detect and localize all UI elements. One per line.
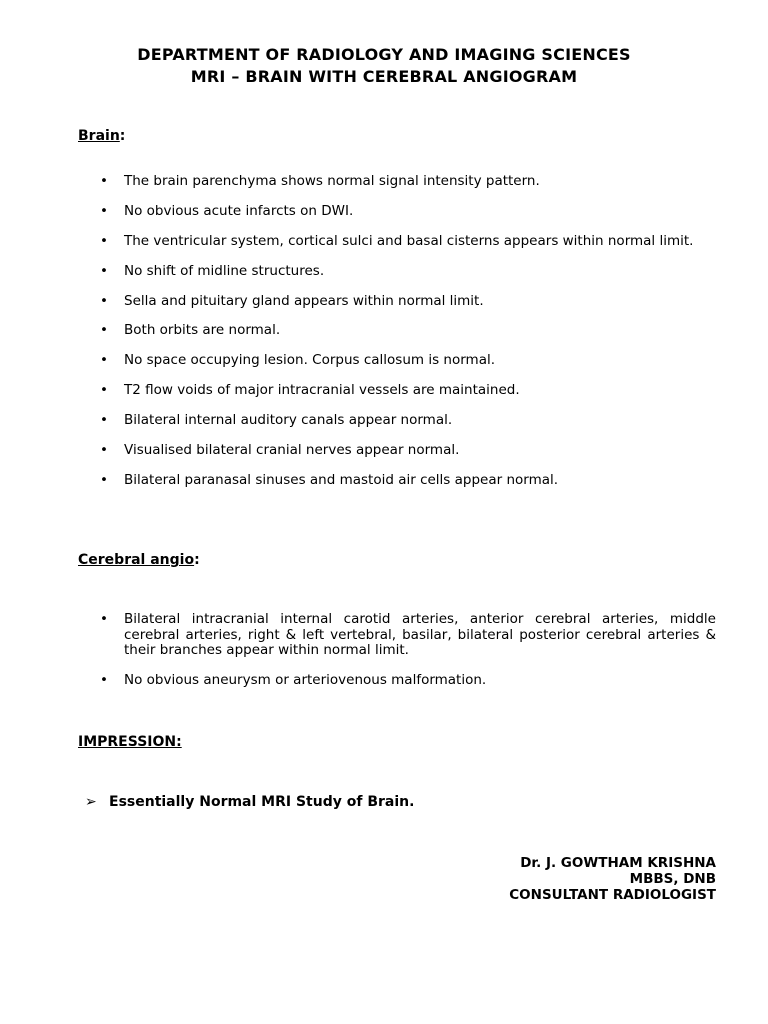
impression-text: Essentially Normal MRI Study of Brain. bbox=[109, 794, 415, 810]
finding-text: Both orbits are normal. bbox=[124, 322, 281, 339]
list-item bbox=[78, 264, 716, 280]
list-item bbox=[78, 234, 716, 250]
list-item bbox=[78, 353, 716, 369]
bullet-icon: • bbox=[100, 202, 108, 219]
cerebral-angio-heading-colon: : bbox=[194, 552, 200, 568]
finding-text: Bilateral intracranial internal carotid arteries, anterior cerebral arteries, middle cerebral arteries, right & left vertebral, basilar, bilateral posterior cerebral arteries & their branches appear within normal limit. bbox=[124, 611, 716, 658]
arrow-bullet-icon: ➢ bbox=[85, 794, 97, 810]
list-item bbox=[78, 323, 716, 339]
bullet-icon: • bbox=[100, 262, 108, 279]
finding-text: No obvious acute infarcts on DWI. bbox=[124, 202, 354, 219]
finding-text: No space occupying lesion. Corpus callosum is normal. bbox=[124, 352, 496, 369]
list-item bbox=[78, 673, 716, 689]
angio-findings-list bbox=[78, 612, 716, 703]
bullet-icon: • bbox=[100, 382, 108, 399]
impression-heading bbox=[78, 733, 182, 751]
finding-text: Bilateral paranasal sinuses and mastoid air cells appear normal. bbox=[124, 471, 559, 488]
cerebral-angio-heading-label: Cerebral angio bbox=[78, 552, 195, 568]
finding-text: The brain parenchyma shows normal signal intensity pattern. bbox=[124, 173, 540, 189]
finding-text: No obvious aneurysm or arteriovenous malformation. bbox=[124, 671, 487, 688]
bullet-icon: • bbox=[100, 352, 108, 369]
bullet-icon: • bbox=[100, 671, 108, 688]
list-item bbox=[78, 413, 716, 429]
impression-heading-label: IMPRESSION: bbox=[78, 734, 182, 750]
impression-statement bbox=[85, 793, 414, 811]
finding-text: Visualised bilateral cranial nerves appear normal. bbox=[124, 442, 460, 459]
list-item bbox=[78, 612, 716, 659]
list-item bbox=[78, 383, 716, 399]
list-item bbox=[78, 473, 716, 489]
brain-findings-list bbox=[78, 174, 716, 503]
signature-block bbox=[509, 855, 716, 903]
bullet-icon: • bbox=[100, 611, 108, 627]
list-item bbox=[78, 443, 716, 459]
brain-heading bbox=[78, 127, 125, 145]
doctor-designation: CONSULTANT RADIOLOGIST bbox=[509, 887, 716, 903]
doctor-name: Dr. J. GOWTHAM KRISHNA bbox=[520, 855, 716, 871]
doctor-qualification: MBBS, DNB bbox=[629, 871, 716, 887]
bullet-icon: • bbox=[100, 442, 108, 459]
finding-text: Bilateral internal auditory canals appear normal. bbox=[124, 412, 453, 429]
brain-heading-colon: : bbox=[119, 128, 126, 144]
report-title: MRI – BRAIN WITH CEREBRAL ANGIOGRAM bbox=[190, 67, 578, 86]
cerebral-angio-heading bbox=[78, 551, 200, 569]
list-item bbox=[78, 174, 716, 190]
list-item bbox=[78, 294, 716, 310]
list-item bbox=[78, 204, 716, 220]
brain-heading-label: Brain bbox=[78, 128, 120, 144]
bullet-icon: • bbox=[100, 173, 108, 189]
bullet-icon: • bbox=[100, 292, 108, 309]
department-title: DEPARTMENT OF RADIOLOGY AND IMAGING SCIENCES bbox=[137, 45, 631, 64]
finding-text: The ventricular system, cortical sulci and basal cisterns appears within normal limit. bbox=[124, 232, 694, 249]
bullet-icon: • bbox=[100, 322, 108, 339]
finding-text: No shift of midline structures. bbox=[124, 262, 325, 279]
bullet-icon: • bbox=[100, 412, 108, 429]
bullet-icon: • bbox=[100, 471, 108, 488]
finding-text: T2 flow voids of major intracranial vessels are maintained. bbox=[124, 382, 520, 399]
finding-text: Sella and pituitary gland appears within normal limit. bbox=[124, 292, 484, 309]
bullet-icon: • bbox=[100, 232, 108, 249]
